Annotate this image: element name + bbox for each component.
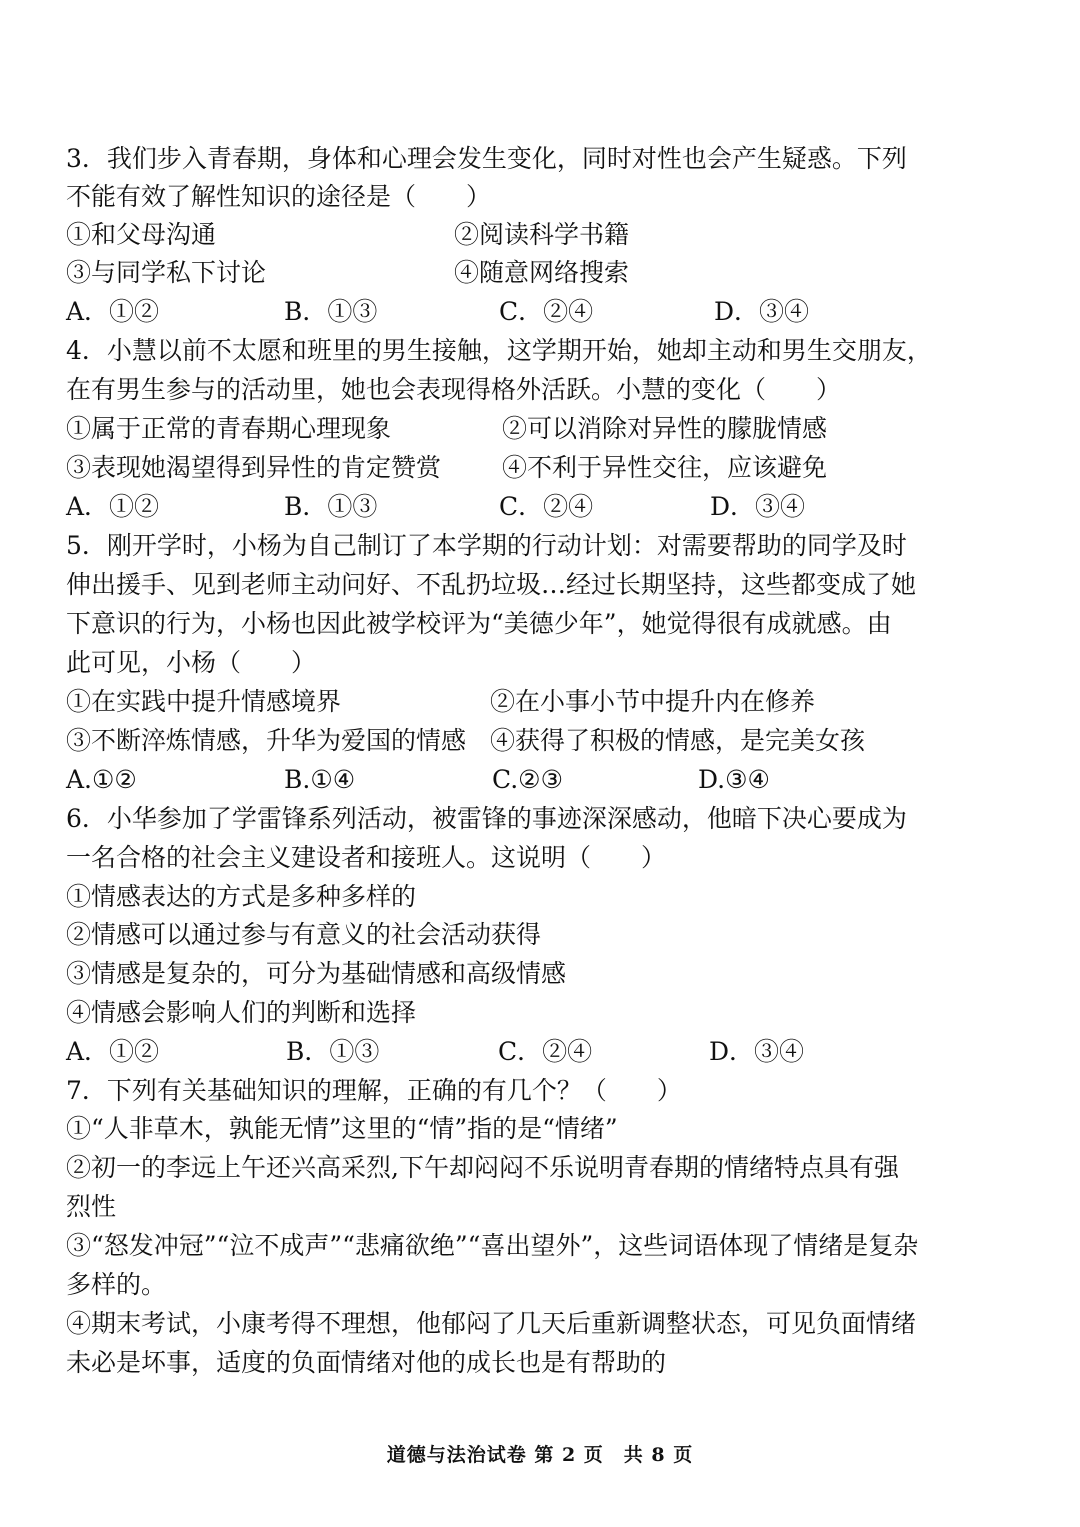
choice-a: A．①② [66, 492, 160, 521]
choice-a: A．①② [66, 1037, 160, 1066]
question-5-item: ①在实践中提升情感境界 ②在小事小节中提升内在修养 [66, 685, 1040, 719]
choice-d: D.③④ [698, 765, 770, 794]
question-6-item: ③情感是复杂的，可分为基础情感和高级情感 [66, 959, 567, 988]
question-4-item: ②可以消除对异性的朦胧情感 [502, 414, 828, 443]
choice-c: C．②④ [499, 297, 594, 326]
question-5-stem-line: 下意识的行为，小杨也因此被学校评为“美德少年”，她觉得很有成就感。由 [66, 609, 892, 638]
question-3-stem-line: 不能有效了解性知识的途径是（ ） [66, 182, 492, 211]
question-4-item: ①属于正常的青春期心理现象 ②可以消除对异性的朦胧情感 [66, 412, 1040, 446]
question-5-item: ③不断淬炼情感，升华为爱国的情感 ④获得了积极的情感，是完美女孩 [66, 724, 1040, 758]
choice-d: D．③④ [714, 297, 810, 326]
question-5-stem-line: 此可见，小杨（ ） [66, 648, 317, 677]
question-3-item: ③与同学私下讨论 ④随意网络搜索 [66, 256, 1040, 290]
question-7-stem-line: 7．下列有关基础知识的理解，正确的有几个？（ ） [66, 1076, 682, 1105]
question-7-item: 未必是坏事，适度的负面情绪对他的成长也是有帮助的 [66, 1348, 667, 1377]
question-4-stem-line: 4．小慧以前不太愿和班里的男生接触，这学期开始，她却主动和男生交朋友， [66, 336, 932, 365]
question-7-item: 多样的。 [66, 1270, 167, 1299]
question-7-item: ①“人非草木，孰能无情”这里的“情”指的是“情绪” [66, 1114, 618, 1143]
question-5-stem-line: 伸出援手、见到老师主动问好、不乱扔垃圾…经过长期坚持，这些都变成了她 [66, 570, 917, 599]
question-6-item: ①情感表达的方式是多种多样的 [66, 882, 417, 911]
question-5-item: ④获得了积极的情感，是完美女孩 [490, 726, 866, 755]
choice-d: D．③④ [710, 492, 806, 521]
choice-b: B．①③ [286, 1037, 380, 1066]
choice-b: B．①③ [284, 297, 378, 326]
choice-c: C.②③ [492, 765, 564, 794]
choice-b: B．①③ [284, 492, 378, 521]
choice-a: A．①② [66, 297, 160, 326]
question-3-item: ④随意网络搜索 [454, 258, 630, 287]
question-7-item: ④期末考试，小康考得不理想，他郁闷了几天后重新调整状态，可见负面情绪 [66, 1309, 917, 1338]
question-5-stem-line: 5．刚开学时，小杨为自己制订了本学期的行动计划：对需要帮助的同学及时 [66, 531, 907, 560]
question-3-stem-line: 3．我们步入青春期，身体和心理会发生变化，同时对性也会产生疑惑。下列 [66, 144, 907, 173]
question-3-item: ①和父母沟通 ②阅读科学书籍 [66, 218, 1040, 252]
question-3-item: ②阅读科学书籍 [454, 220, 630, 249]
choice-c: C．②④ [499, 492, 594, 521]
question-4-stem-line: 在有男生参与的活动里，她也会表现得格外活跃。小慧的变化（ ） [66, 375, 842, 404]
question-7-item: ②初一的李远上午还兴高采烈,下午却闷闷不乐说明青春期的情绪特点具有强 [66, 1153, 899, 1182]
question-7-item: 烈性 [66, 1192, 117, 1221]
question-6-stem-line: 6．小华参加了学雷锋系列活动，被雷锋的事迹深深感动，他暗下决心要成为 [66, 804, 907, 833]
question-6-item: ②情感可以通过参与有意义的社会活动获得 [66, 920, 542, 949]
page-footer: 道德与法治试卷 第 2 页 共 8 页 [386, 1444, 694, 1466]
question-4-item: ④不利于异性交往，应该避免 [502, 453, 828, 482]
choice-c: C．②④ [498, 1037, 593, 1066]
choice-d: D．③④ [709, 1037, 805, 1066]
question-7-item: ③“怒发冲冠”“泣不成声”“悲痛欲绝”“喜出望外”，这些词语体现了情绪是复杂 [66, 1231, 919, 1260]
choice-a: A.①② [66, 765, 137, 794]
choice-b: B.①④ [284, 765, 356, 794]
question-6-stem-line: 一名合格的社会主义建设者和接班人。这说明（ ） [66, 843, 667, 872]
question-6-item: ④情感会影响人们的判断和选择 [66, 998, 417, 1027]
question-5-item: ②在小事小节中提升内在修养 [490, 687, 816, 716]
question-4-item: ③表现她渴望得到异性的肯定赞赏 ④不利于异性交往，应该避免 [66, 451, 1040, 485]
